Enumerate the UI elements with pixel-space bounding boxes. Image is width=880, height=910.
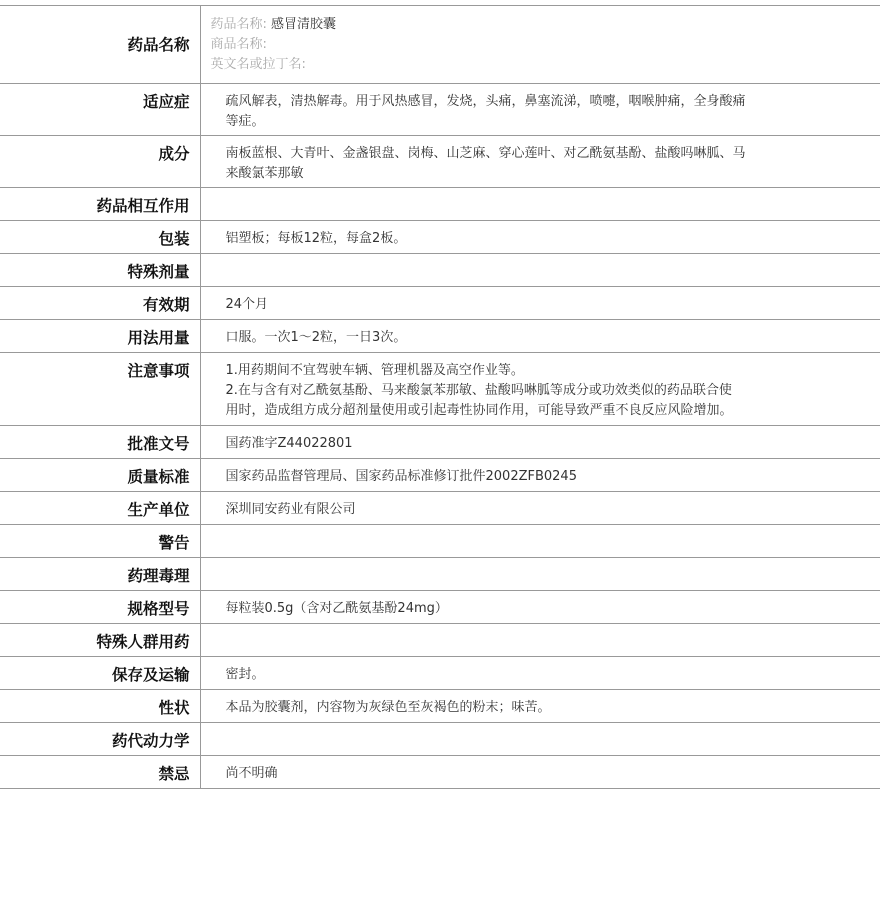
row-label: 成分 [0,136,200,188]
value-line: 深圳同安药业有限公司 [225,502,356,517]
row-value [200,624,880,657]
value-line: 来酸氯苯那敏 [225,166,304,181]
row-value [200,756,880,789]
row-label: 特殊剂量 [0,254,200,287]
row-value [200,188,880,221]
row-value [200,459,880,492]
english-name-label: 英文名或拉丁名: [210,57,306,72]
table-row [0,657,880,690]
table-row [0,624,880,657]
table-row [0,188,880,221]
row-value [200,525,880,558]
drug-name-line [211,15,861,35]
drug-info-body [0,6,880,789]
row-label: 警告 [0,525,200,558]
value-line: 疏风解表，清热解毒。用于风热感冒，发烧，头痛，鼻塞流涕，喷嚏，咽喉肿痛，全身酸痛 [225,94,746,109]
row-label: 批准文号 [0,426,200,459]
row-value [200,426,880,459]
value-line: 24个月 [225,297,269,312]
row-value [200,591,880,624]
row-label: 特殊人群用药 [0,624,200,657]
table-row [0,136,880,188]
drug-name-cell [200,6,880,84]
table-row-drug-name [0,6,880,84]
value-line: 每粒装0.5g（含对乙酰氨基酚24mg） [225,601,448,616]
value-line: 等症。 [225,114,265,129]
value-line: 本品为胶囊剂，内容物为灰绿色至灰褐色的粉末；味苦。 [225,700,551,715]
row-value [200,723,880,756]
row-value [200,320,880,353]
row-label: 性状 [0,690,200,723]
value-line: 用时，造成组方成分超剂量使用或引起毒性协同作用，可能导致严重不良反应风险增加。 [225,403,733,418]
row-label: 药代动力学 [0,723,200,756]
table-row [0,756,880,789]
row-label: 规格型号 [0,591,200,624]
row-label: 包装 [0,221,200,254]
drug-info-table [0,5,880,789]
row-label: 药品名称 [0,6,200,84]
row-label: 生产单位 [0,492,200,525]
row-value [200,690,880,723]
value-line: 口服。一次1～2粒，一日3次。 [225,330,407,345]
row-label: 用法用量 [0,320,200,353]
value-line: 国药准字Z44022801 [225,436,353,451]
table-row [0,525,880,558]
table-row [0,492,880,525]
table-row [0,591,880,624]
table-row [0,84,880,136]
drug-name-label: 药品名称: [210,17,267,32]
row-value [200,221,880,254]
row-label: 药品相互作用 [0,188,200,221]
table-row [0,287,880,320]
row-label: 质量标准 [0,459,200,492]
row-value [200,136,880,188]
row-label: 适应症 [0,84,200,136]
table-row [0,558,880,591]
row-value [200,353,880,426]
drug-name-value: 感冒清胶囊 [271,17,337,32]
row-label: 禁忌 [0,756,200,789]
table-row [0,221,880,254]
trade-name-label: 商品名称: [210,37,267,52]
value-line: 尚不明确 [225,766,278,781]
row-value [200,287,880,320]
row-label: 药理毒理 [0,558,200,591]
table-row [0,723,880,756]
row-value [200,254,880,287]
row-label: 注意事项 [0,353,200,426]
value-line: 2.在与含有对乙酰氨基酚、马来酸氯苯那敏、盐酸吗啉胍等成分或功效类似的药品联合使 [225,383,732,398]
row-label: 保存及运输 [0,657,200,690]
row-value [200,84,880,136]
table-row [0,690,880,723]
value-line: 密封。 [225,667,265,682]
row-value [200,492,880,525]
row-value [200,657,880,690]
table-row [0,426,880,459]
value-line: 1.用药期间不宜驾驶车辆、管理机器及高空作业等。 [225,363,524,378]
row-label: 有效期 [0,287,200,320]
value-line: 南板蓝根、大青叶、金盏银盘、岗梅、山芝麻、穿心莲叶、对乙酰氨基酚、盐酸吗啉胍、马 [225,146,746,161]
value-line: 国家药品监督管理局、国家药品标准修订批件2002ZFB0245 [225,469,577,484]
table-row [0,353,880,426]
table-row [0,459,880,492]
row-value [200,558,880,591]
value-line: 铝塑板；每板12粒，每盒2板。 [225,231,407,246]
table-row [0,320,880,353]
table-row [0,254,880,287]
